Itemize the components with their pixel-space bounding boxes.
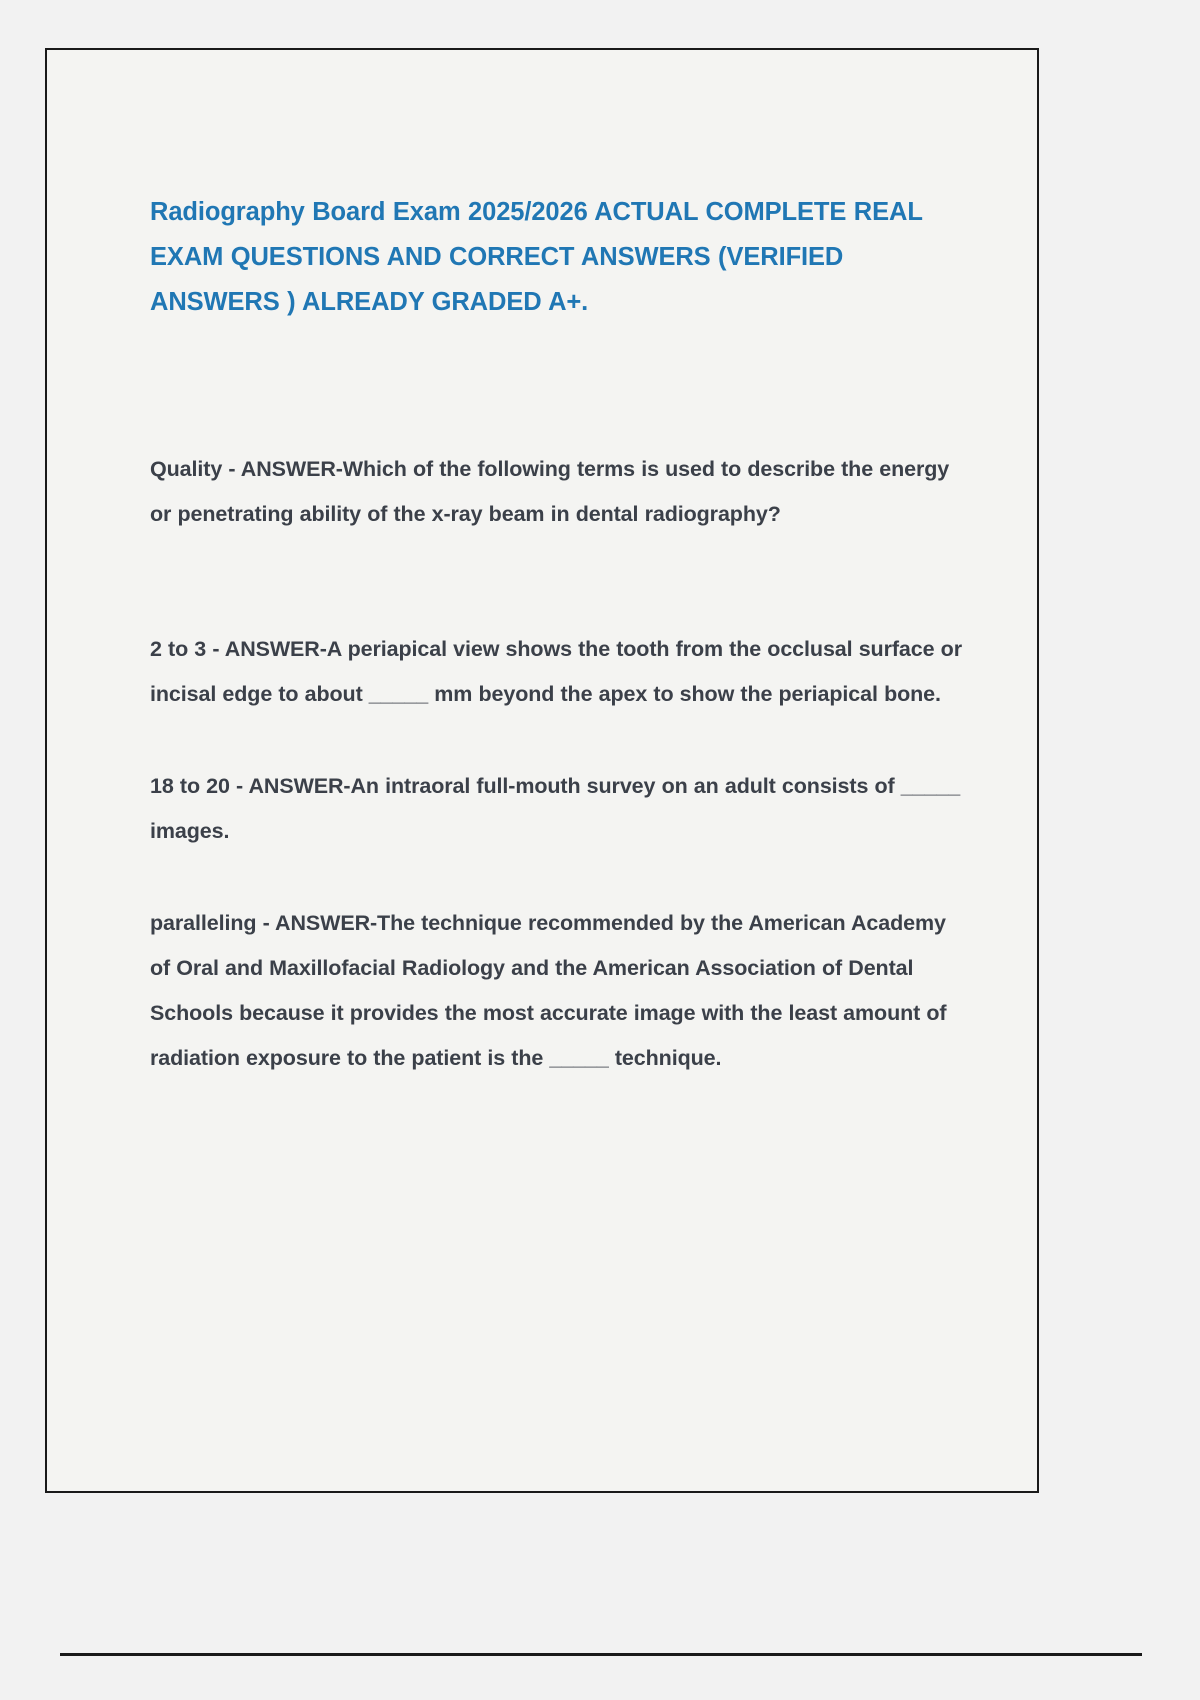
- spacer: [150, 717, 968, 764]
- qa-block-quality: Quality - ANSWER-Which of the following terms is used to describe the energy or penetrating ability of the x-ray beam in dental radiography?: [150, 457, 950, 526]
- spacer: [150, 854, 968, 901]
- spacer: [150, 537, 968, 627]
- qa-block-paralleling: paralleling - ANSWER-The technique recommended by the American Academy of Oral and Maxillofacial Radiology and the American Association of Dental Schools because it provides the most accurate image with the least amount of radiation exposure to the patient is the _____ technique.: [150, 911, 947, 1070]
- spacer: [150, 325, 968, 447]
- document-page: [45, 48, 1039, 1493]
- qa-block-2-to-3: 2 to 3 - ANSWER-A periapical view shows the tooth from the occlusal surface or incisal edge to about _____ mm beyond the apex to show the periapical bone.: [150, 637, 962, 706]
- qa-block-18-to-20: 18 to 20 - ANSWER-An intraoral full-mouth survey on an adult consists of _____ images.: [150, 774, 961, 843]
- bottom-divider: [60, 1653, 1142, 1656]
- page-content: [150, 190, 968, 1081]
- document-title: Radiography Board Exam 2025/2026 ACTUAL COMPLETE REAL EXAM QUESTIONS AND CORRECT ANSWERS (VERIFIED ANSWERS ) ALREADY GRADED A+.: [150, 198, 923, 316]
